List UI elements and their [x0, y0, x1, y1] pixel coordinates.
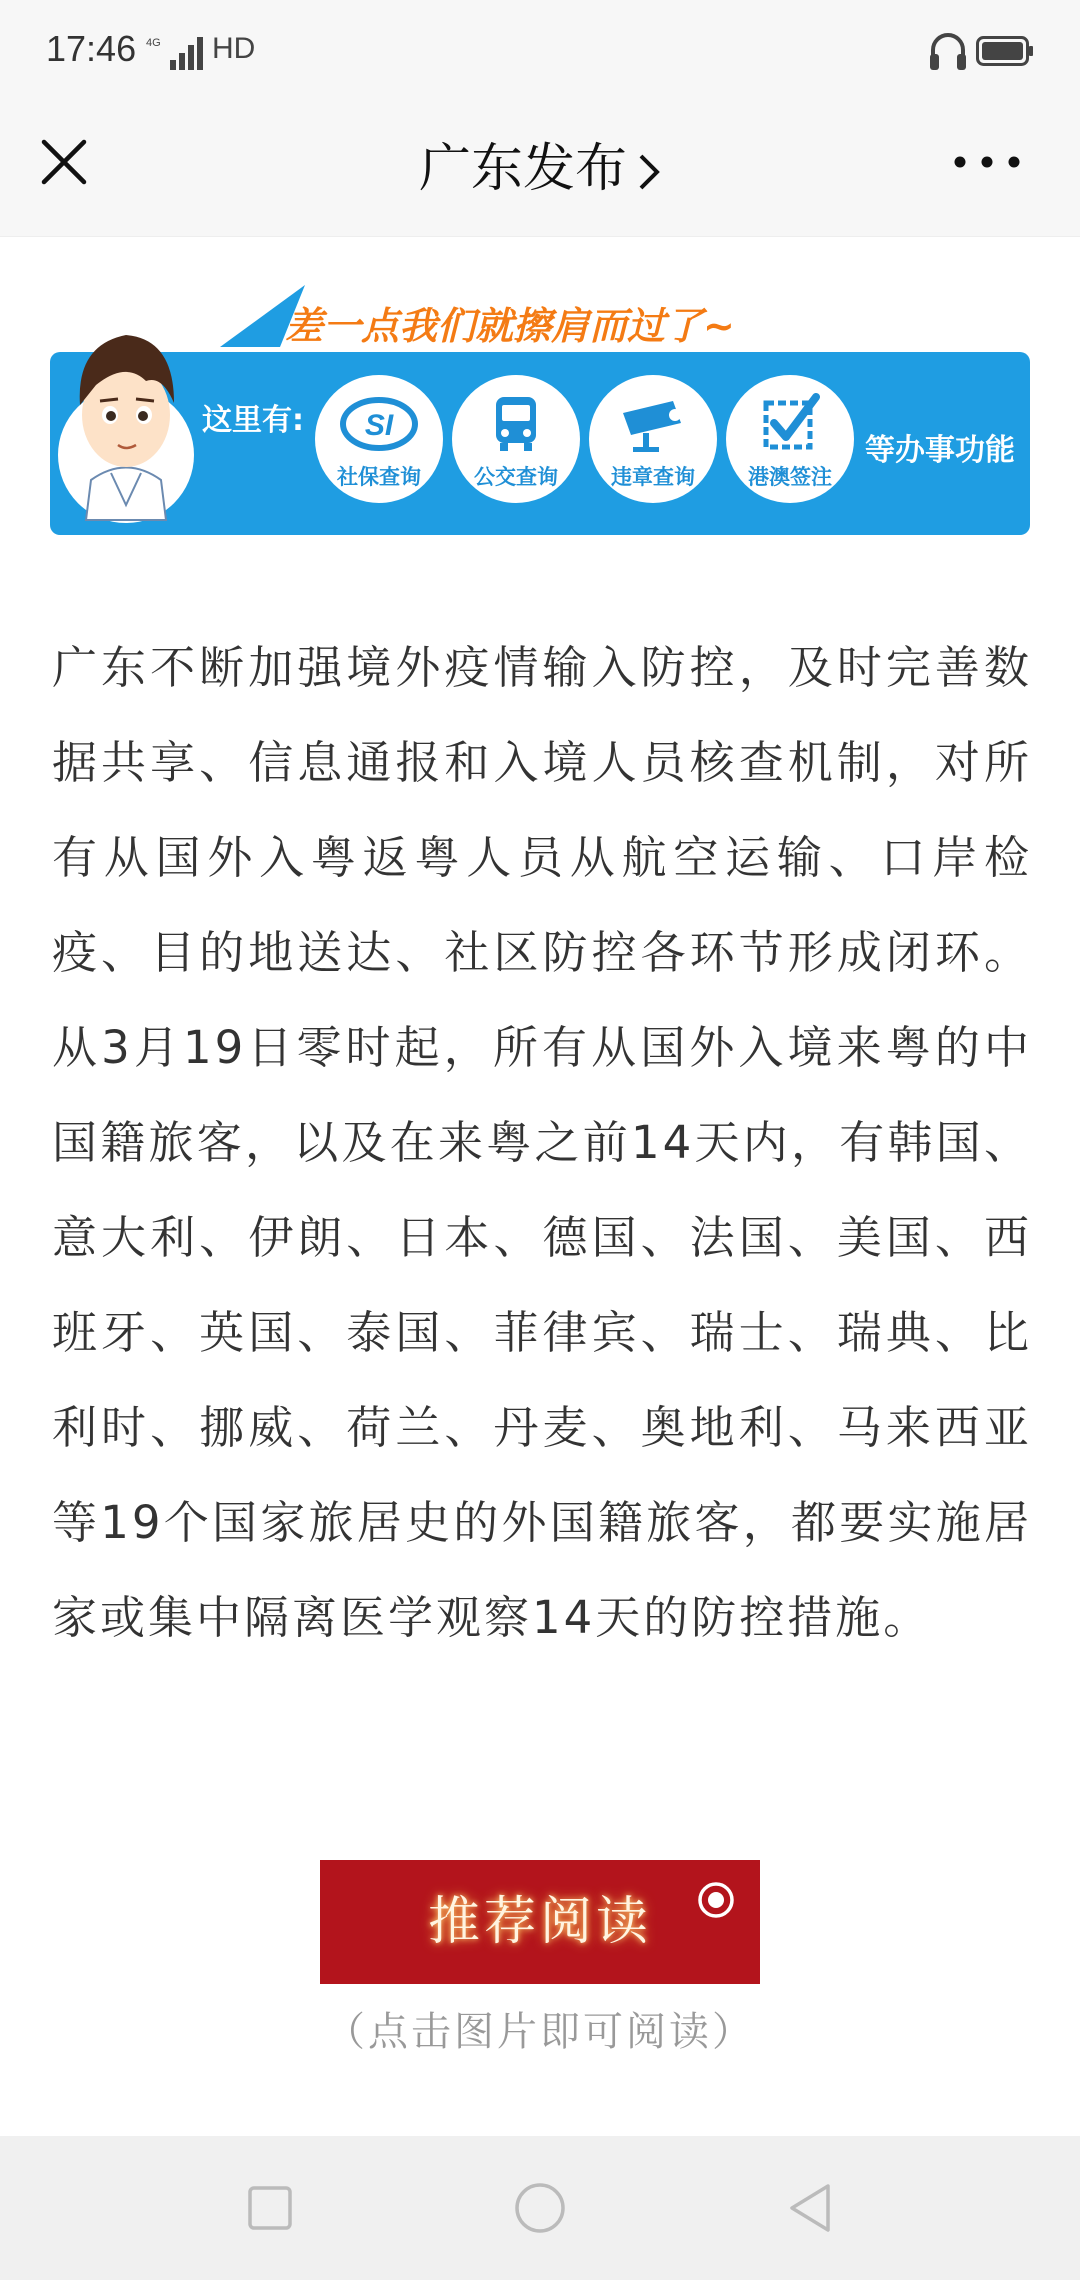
feature-hk-macau-visa[interactable] — [726, 375, 854, 503]
hd-indicator: HD — [212, 32, 256, 65]
status-time: 17:46 — [46, 28, 137, 69]
recommend-reading-button[interactable] — [320, 1860, 760, 1984]
account-title[interactable] — [0, 126, 1080, 201]
feature-social-security[interactable] — [315, 375, 443, 503]
svg-text:SI: SI — [364, 409, 394, 442]
checkbox-icon — [750, 393, 830, 455]
banner-tagline: 差一点我们就擦肩而过了~ — [285, 304, 735, 348]
recommend-hint: （点击图片即可阅读） — [325, 2009, 755, 2055]
recommend-label: 推荐阅读 — [427, 1892, 652, 1952]
home-icon[interactable] — [514, 2182, 566, 2234]
traffic-camera-icon — [613, 393, 693, 455]
back-icon[interactable] — [784, 2182, 836, 2234]
more-icon[interactable] — [952, 152, 1022, 172]
system-nav-bar — [0, 2136, 1080, 2280]
battery-icon — [976, 36, 1034, 66]
signal-4g-icon — [146, 34, 208, 70]
headset-icon — [928, 30, 968, 72]
feature-label: 违章查询 — [611, 465, 695, 489]
recent-apps-icon[interactable] — [244, 2182, 296, 2234]
chevron-right-icon — [637, 152, 661, 192]
radio-dot-icon — [696, 1880, 736, 1920]
article-body: 广东不断加强境外疫情输入防控，及时完善数据共享、信息通报和入境人员核查机制，对所有从国外入粤返粤人员从航空运输、口岸检疫、目的地送达、社区防控各环节形成闭环。从3月19日零时起，所有从国外入境来粤的中国籍旅客，以及在来粤之前14天内，有韩国、意大利、伊朗、日本、德国、法国、美国、西班牙、英国、泰国、菲律宾、瑞士、瑞典、比利时、挪威、荷兰、丹麦、奥地利、马来西亚等19个国家旅居史的外国籍旅客，都要实施居家或集中隔离医学观察14天的防控措施。 — [52, 641, 1032, 1644]
cartoon-avatar-icon — [56, 305, 206, 530]
feature-label: 港澳签注 — [748, 465, 832, 489]
feature-traffic-violation[interactable] — [589, 375, 717, 503]
svg-text:4G: 4G — [146, 37, 161, 49]
nav-bar — [0, 108, 1080, 237]
account-name: 广东发布 — [418, 139, 627, 199]
banner-intro: 这里有: — [202, 403, 304, 438]
feature-label: 社保查询 — [337, 465, 421, 489]
banner-more-text: 等办事功能 — [865, 433, 1015, 468]
status-bar — [0, 0, 1080, 108]
social-security-icon — [339, 393, 419, 455]
bus-icon — [476, 393, 556, 455]
feature-bus[interactable] — [452, 375, 580, 503]
feature-label: 公交查询 — [474, 465, 558, 489]
service-banner[interactable] — [50, 285, 1030, 535]
